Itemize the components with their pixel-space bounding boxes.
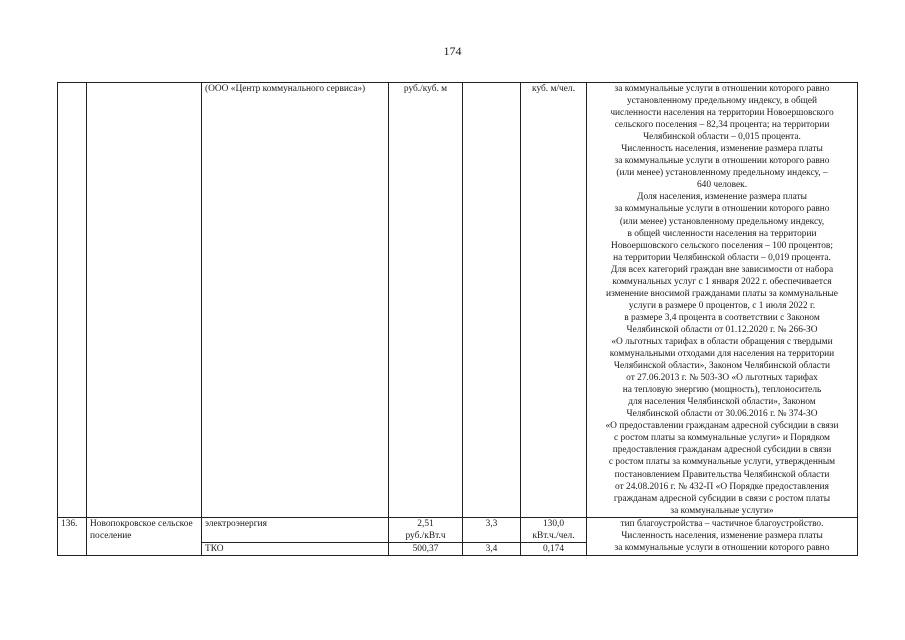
description-line: коммунальных услуг с 1 января 2022 г. обеспечивается [612, 276, 832, 287]
description-line: для населения Челябинской области», Законом [628, 397, 816, 408]
description-line: Численность населения, изменение размера платы [621, 530, 823, 541]
description-line: изменение вносимой гражданами платы за коммунальные [606, 288, 838, 299]
description-line: «О льготных тарифах в области обращения с твердыми [611, 336, 833, 347]
tariff-value: 2,51 [417, 518, 434, 529]
description-line: в размере 3,4 процента в соответствии с Законом [624, 312, 820, 323]
row-number-cell [58, 83, 87, 518]
volume-unit: кВт.ч./чел. [532, 530, 575, 541]
description-line: гражданам адресной субсидии в связи с ростом платы [613, 493, 831, 504]
tariff-cell [389, 517, 463, 542]
description-line: от 24.08.2016 г. № 432-П «О Порядке предоставления [615, 481, 829, 492]
description-line: постановлением Правительства Челябинской области [614, 469, 830, 480]
index-cell: 3,4 [463, 542, 521, 555]
description-line: от 27.06.2013 г. № 503-ЗО «О льготных тарифах [626, 373, 818, 384]
description-line: тип благоустройства – частичное благоустройство. [620, 518, 824, 529]
description-line: в общей численности населения на территории [627, 228, 817, 239]
description-line: с ростом платы за коммунальные услуги» и Порядком [614, 433, 830, 444]
description-line: Челябинской области – 0,015 процента. [643, 132, 801, 143]
description-line: услуги в размере 0 процентов, с 1 июля 2022 г. [628, 300, 816, 311]
service-cell: ТКО [202, 542, 389, 555]
description-line: за коммунальные услуги» [670, 505, 774, 516]
description-line: за коммунальные услуги в отношении которого равно [614, 542, 830, 553]
settlement-cell: Новопокровское сельское поселение [87, 517, 202, 555]
description-line: Новоершовского сельского поселения – 100 процентов; [611, 240, 833, 251]
table-row-136-electricity [58, 517, 858, 542]
tariff-unit: руб./кВт.ч [405, 530, 446, 541]
description-line: Челябинской области», Законом Челябинской области [613, 361, 831, 372]
description-line: (или менее) установленному предельному индексу, [619, 216, 825, 227]
description-cell [587, 517, 858, 555]
index-cell: 3,3 [463, 517, 521, 542]
description-line: численности населения на территории Новоершовского [610, 108, 834, 119]
description-line: за коммунальные услуги в отношении которого равно [614, 156, 830, 167]
description-line: Для всех категорий граждан вне зависимости от набора [610, 264, 834, 275]
description-line: на тепловую энергию (мощность), теплоноситель [622, 385, 822, 396]
page-number: 174 [443, 44, 462, 58]
description-line: за коммунальные услуги в отношении которого равно [614, 204, 830, 215]
description-cell [587, 83, 858, 518]
tariff-cell: руб./куб. м [389, 83, 463, 518]
description-line: на территории Челябинской области – 0,019 процента. [613, 252, 831, 263]
description-line: за коммунальные услуги в отношении которого равно [614, 84, 830, 94]
description-line: Численность населения, изменение размера платы [621, 144, 823, 155]
table-row-continued [58, 83, 858, 518]
tariff-table [57, 82, 858, 556]
description-line: Челябинской области от 30.06.2016 г. № 374-ЗО [626, 409, 818, 420]
volume-cell: 0,174 [521, 542, 587, 555]
description-line: Доля населения, изменение размера платы [637, 192, 807, 203]
row-number-cell: 136. [58, 517, 87, 555]
description-line: установленному предельному индексу, в общей [626, 96, 818, 107]
volume-value: 130,0 [542, 518, 565, 529]
index-cell [463, 83, 521, 518]
description-line: коммунальными отходами для населения на территории [609, 349, 835, 360]
settlement-cell [87, 83, 202, 518]
description-line: Челябинской области от 01.12.2020 г. № 266-ЗО [626, 324, 818, 335]
tariff-cell: 500,37 [389, 542, 463, 555]
description-line: сельского поселения – 82,34 процента; на территории [614, 120, 830, 131]
description-line: 640 человек. [696, 180, 748, 191]
description-line: «О предоставлении гражданам адресной субсидии в связи [605, 421, 839, 432]
volume-cell: куб. м/чел. [521, 83, 587, 518]
description-line: предоставления гражданам адресной субсидии в связи [612, 445, 832, 456]
service-cell: (ООО «Центр коммунального сервиса») [202, 83, 389, 518]
description-line: (или менее) установленному предельному индексу, – [616, 168, 828, 179]
service-cell: электроэнергия [202, 517, 389, 542]
volume-cell [521, 517, 587, 542]
description-line: с ростом платы за коммунальные услуги, утвержденным [608, 457, 836, 468]
